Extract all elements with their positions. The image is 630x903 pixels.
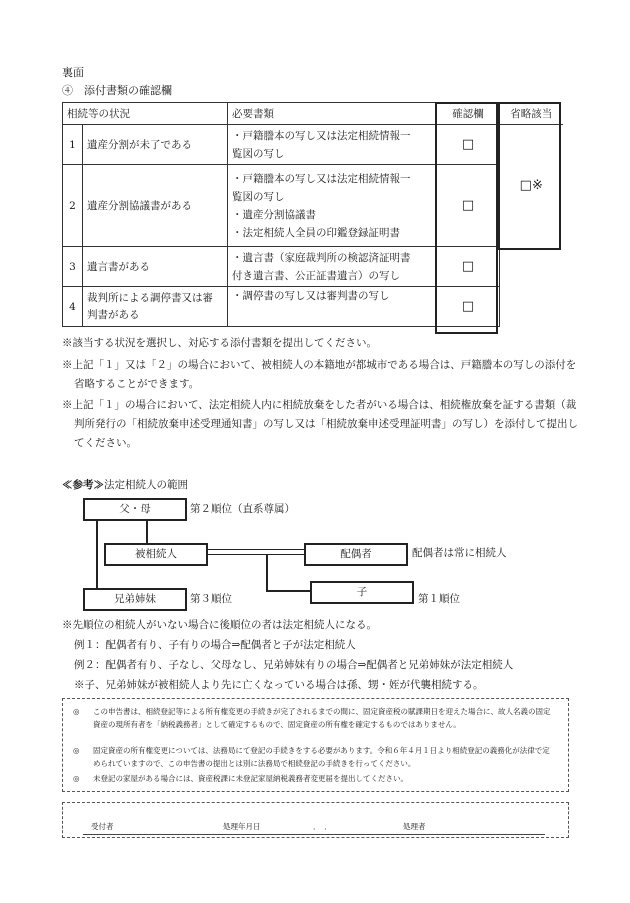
check-box[interactable]: □ — [437, 247, 500, 287]
child-rank: 第１順位 — [418, 593, 460, 605]
note-omit: ※上記「１」又は「２」の場合において、被相続人の本籍地が都城市である場合は、戸籍謄本の写しの添付を省略することができます。 — [62, 359, 577, 390]
header-docs: 必要書類 — [228, 103, 437, 125]
header-omit: 省略該当 — [500, 103, 563, 125]
date-label: 処理年月日 — [223, 822, 261, 831]
doc-line: ・戸籍謄本の写し又は法定相続情報一 — [232, 172, 411, 185]
note-renounce: ※上記「１」の場合において、法定相続人内に相続放棄をした者がいる場合は、相続権放棄を証する書類（裁判所発行の「相続放棄申述受理通知書」の写し又は「相続放棄申述受理証明書」の写し）を添付して提出してください。 — [62, 399, 578, 449]
row-number: 2 — [63, 165, 83, 247]
receiver-label: 受付者 — [91, 822, 114, 831]
processing-box — [62, 802, 569, 838]
row-number: 3 — [63, 247, 83, 287]
row-status: 遺言書がある — [83, 247, 228, 287]
spouse-line-bottom — [207, 554, 304, 555]
table-row — [63, 125, 563, 165]
spouse-box: 配偶者 — [304, 543, 408, 566]
header-status: 相続等の状況 — [63, 103, 228, 125]
row-number: 4 — [63, 287, 83, 327]
table-row — [63, 165, 563, 247]
parent-sibling-line — [96, 519, 98, 591]
doc-line: 覧図の写し — [232, 147, 285, 160]
parents-box: 父・母 — [83, 498, 187, 521]
siblings-rank: 第３順位 — [190, 593, 232, 605]
row-docs — [228, 247, 437, 287]
deceased-box: 被相続人 — [104, 543, 208, 566]
doc-line: ・法定相続人全員の印鑑登録証明書 — [232, 226, 400, 239]
parent-deceased-line — [146, 519, 148, 545]
check-box[interactable]: □ — [437, 287, 500, 327]
notice-item: この申告書は、相続登記等による所有権変更の手続きが完了されるまでの間に、固定資産税の賦課期日を迎えた場合に、故人名義の固定資産の現所有者を「納税義務者」として確定するもので、固定資産の所有権を確定するものではありません。 — [93, 707, 551, 729]
row-number: 1 — [63, 125, 83, 165]
parents-rank: 第２順位（直系尊属） — [190, 503, 295, 515]
table-row — [63, 287, 563, 327]
omit-check-box[interactable]: □※ — [519, 178, 543, 194]
reference-title-text: 法定相続人の範囲 — [104, 479, 188, 491]
rule-main: ※先順位の相続人がいない場合に後順位の者は法定相続人になる。 — [62, 619, 377, 631]
header-check: 確認欄 — [437, 103, 500, 125]
doc-line: ・戸籍謄本の写し又は法定相続情報一 — [232, 129, 411, 142]
row-status: 裁判所による調停書又は審判書がある — [83, 287, 228, 327]
table-header-row — [63, 103, 563, 125]
rule-example-3: ※子、兄弟姉妹が被相続人より先に亡くなっている場合は孫、甥・姪が代襲相続する。 — [74, 679, 484, 691]
rule-example-1: 例１：配偶者有り、子有りの場合⇒配偶者と子が法定相続人 — [74, 639, 356, 651]
row-docs — [228, 165, 437, 247]
doc-line: ・遺言書（家庭裁判所の検認済証明書 — [232, 251, 411, 264]
doc-line: ・遺産分割協議書 — [232, 208, 316, 221]
signature-line — [83, 834, 545, 835]
child-line-horizontal — [266, 590, 310, 592]
doc-line: 付き遺言書、公正証書遺言）の写し — [232, 269, 400, 282]
check-box[interactable]: □ — [437, 125, 500, 165]
notice-mark: ◎ — [73, 774, 80, 783]
doc-line: ・調停書の写し又は審判書の写し — [232, 290, 390, 302]
note-select: ※該当する状況を選択し、対応する添付書類を提出してください。 — [62, 337, 377, 349]
siblings-box: 兄弟姉妹 — [83, 588, 187, 611]
notice-item: 固定資産の所有権変更については、法務局にて登記の手続きをする必要があります。令和６年４月１日より相続登記の義務化が法律で定められていますので、この申告書の提出とは別に法務局で相続登記の手続きを行ってください。 — [93, 746, 550, 768]
spouse-line-top — [207, 549, 304, 550]
notice-item: 未登記の家屋がある場合には、資産税課に未登記家屋納税義務者変更届を提出してください。 — [93, 774, 408, 783]
reference-mark: ≪参考≫ — [62, 479, 104, 491]
doc-line: 覧図の写し — [232, 190, 285, 203]
row-docs — [228, 125, 437, 165]
notice-box — [62, 698, 569, 792]
notice-mark: ◎ — [73, 707, 80, 716]
row-status: 遺産分割協議書がある — [83, 165, 228, 247]
row-status: 遺産分割が未了である — [83, 125, 228, 165]
side-label: 裏面 — [62, 66, 84, 79]
processor-label: 処理者 — [403, 822, 426, 831]
rule-example-2: 例２：配偶者有り、子なし、父母なし、兄弟姉妹有りの場合⇒配偶者と兄弟姉妹が法定相続人 — [74, 659, 514, 671]
section-title: ④ 添付書類の確認欄 — [62, 84, 172, 97]
child-line-vertical — [266, 554, 268, 592]
spouse-note: 配偶者は常に相続人 — [412, 547, 507, 559]
table-row — [63, 247, 563, 287]
check-box[interactable]: □ — [437, 165, 500, 247]
row-docs — [228, 287, 437, 327]
reference-title — [62, 478, 188, 492]
child-box: 子 — [310, 581, 414, 604]
notice-mark: ◎ — [73, 746, 80, 755]
attachment-table — [62, 102, 563, 327]
date-separators: ． ． — [313, 822, 332, 831]
